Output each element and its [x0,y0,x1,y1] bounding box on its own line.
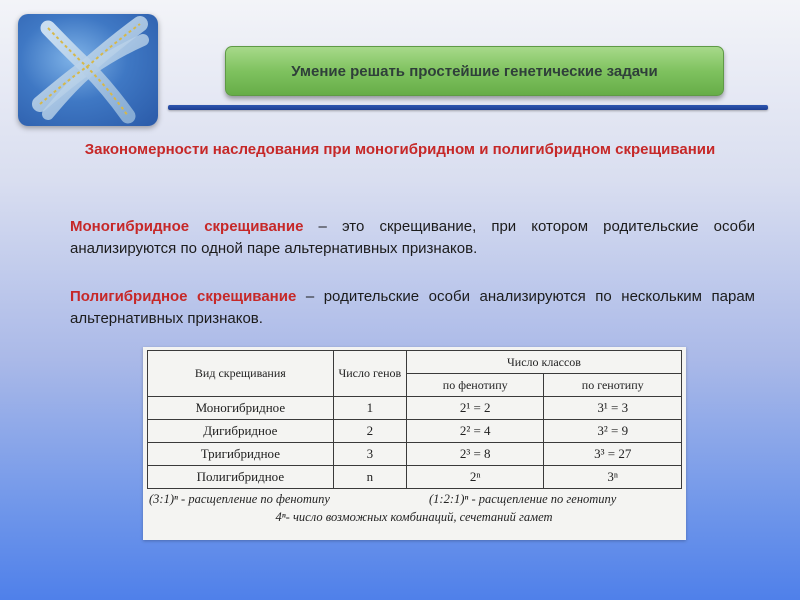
footnote-genotype: (1:2:1)ⁿ - расщепление по генотипу [429,492,617,506]
cell-type: Полигибридное [148,466,334,489]
cell-phenotype: 2ⁿ [406,466,544,489]
poly-text: – родительские особи анализируются по нескольким парам альтернативных признаков. [70,288,755,327]
chromosome-icon [18,14,158,126]
footnote-combinations: 4ⁿ- число возможных комбинаций, сечетаний гамет [275,510,553,524]
table-row [148,397,682,420]
poly-definition [70,286,755,330]
header-type: Вид скрещивания [148,351,334,397]
mono-term: Моногибридное скрещивание [70,218,304,235]
cell-genes: 2 [333,420,406,443]
cell-genes: n [333,466,406,489]
cell-type: Моногибридное [148,397,334,420]
divider [168,105,768,110]
header-genotype: по генотипу [544,374,682,397]
header-phenotype: по фенотипу [406,374,544,397]
section-heading: Закономерности наследования при моногибридном и полигибридном скрещивании [84,141,716,158]
cell-phenotype: 2² = 4 [406,420,544,443]
cell-genotype: 3² = 9 [544,420,682,443]
table-row [148,443,682,466]
crossing-table-figure [143,347,686,540]
footnote-phenotype: (3:1)ⁿ - расщепление по фенотипу [149,492,330,506]
mono-text: – это скрещивание, при котором родительские особи анализируются по одной паре альтернативных признаков. [70,218,755,257]
poly-term: Полигибридное скрещивание [70,288,297,305]
cell-genes: 3 [333,443,406,466]
banner-title: Умение решать простейшие генетические задачи [291,62,658,80]
crossing-table [147,350,682,489]
table-row [148,420,682,443]
cell-type: Дигибридное [148,420,334,443]
cell-type: Тригибридное [148,443,334,466]
cell-phenotype: 2¹ = 2 [406,397,544,420]
cell-genotype: 3ⁿ [544,466,682,489]
cell-genes: 1 [333,397,406,420]
mono-definition [70,216,755,260]
header-genes: Число генов [333,351,406,397]
cell-phenotype: 2³ = 8 [406,443,544,466]
cell-genotype: 3¹ = 3 [544,397,682,420]
table-row [148,466,682,489]
cell-genotype: 3³ = 27 [544,443,682,466]
header-classes: Число классов [406,351,681,374]
title-banner [225,46,724,96]
